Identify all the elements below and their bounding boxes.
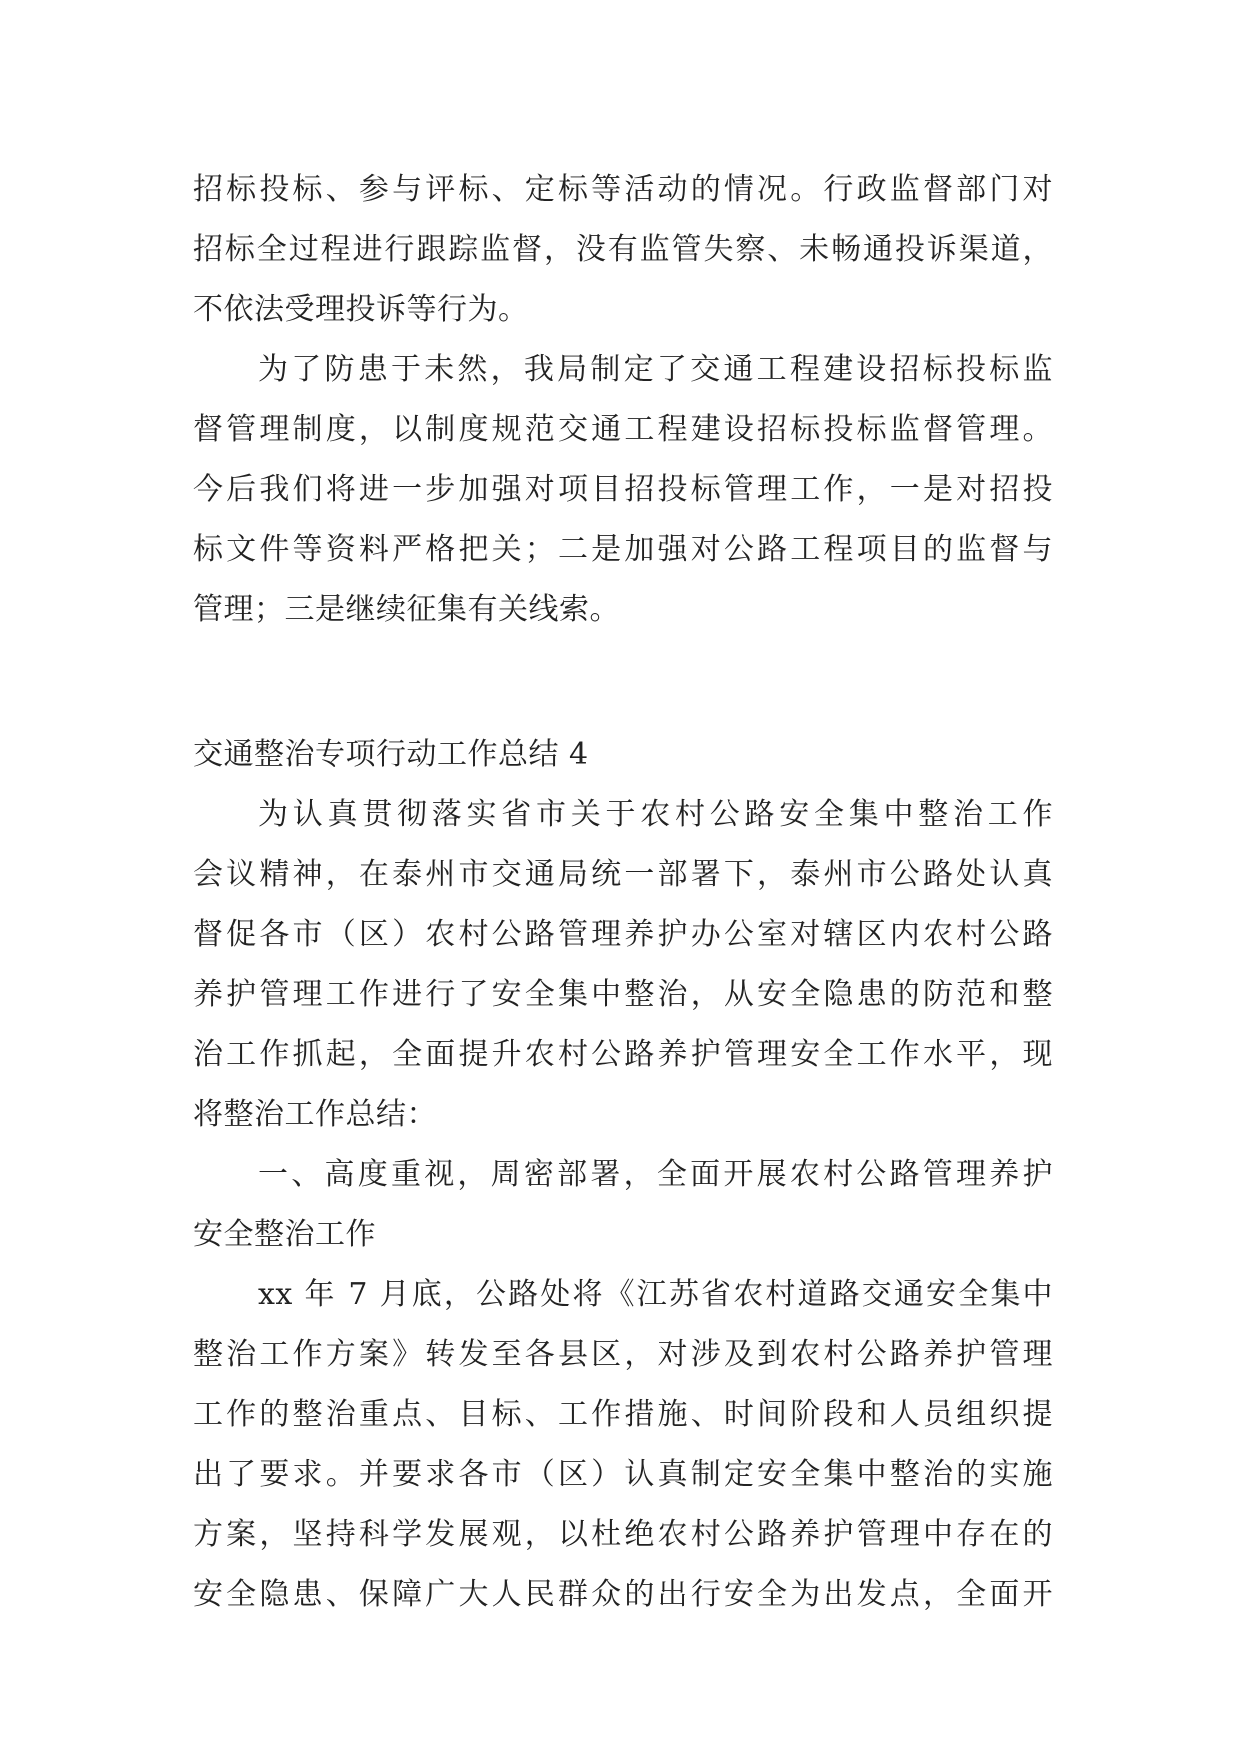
paragraph-detail: [193, 1265, 1053, 1625]
section-title: 交通整治专项行动工作总结 4: [193, 737, 589, 772]
text-line: 安全整治工作: [193, 1217, 376, 1252]
text-line: 安全隐患、保障广大人民群众的出行安全为出发点，全面开: [193, 1577, 1053, 1612]
text-line: 会议精神，在泰州市交通局统一部署下，泰州市公路处认真: [193, 857, 1053, 892]
document-body: [193, 160, 1053, 1625]
section-gap: [193, 640, 1053, 725]
text-line: 将整治工作总结：: [193, 1097, 437, 1132]
text-line: 出了要求。并要求各市（区）认真制定安全集中整治的实施: [193, 1457, 1053, 1492]
text-line: 整治工作方案》转发至各县区，对涉及到农村公路养护管理: [193, 1337, 1053, 1372]
text-line: xx 年 7 月底，公路处将《江苏省农村道路交通安全集中: [258, 1277, 1053, 1312]
text-line: 方案，坚持科学发展观，以杜绝农村公路养护管理中存在的: [193, 1517, 1053, 1552]
text-line: 为认真贯彻落实省市关于农村公路安全集中整治工作: [258, 797, 1053, 832]
paragraph-prev: [193, 160, 1053, 340]
text-line: 为了防患于未然，我局制定了交通工程建设招标投标监: [258, 352, 1053, 387]
text-line: 一、高度重视，周密部署，全面开展农村公路管理养护: [258, 1157, 1053, 1192]
text-line: 工作的整治重点、目标、工作措施、时间阶段和人员组织提: [193, 1397, 1053, 1432]
subheading: [193, 1145, 1053, 1265]
text-line: 招标投标、参与评标、定标等活动的情况。行政监督部门对: [193, 172, 1053, 207]
text-line: 管理；三是继续征集有关线索。: [193, 592, 620, 627]
text-line: 今后我们将进一步加强对项目招投标管理工作，一是对招投: [193, 472, 1053, 507]
text-line: 养护管理工作进行了安全集中整治，从安全隐患的防范和整: [193, 977, 1053, 1012]
paragraph-intro: [193, 785, 1053, 1145]
text-line: 不依法受理投诉等行为。: [193, 292, 529, 327]
text-line: 督促各市（区）农村公路管理养护办公室对辖区内农村公路: [193, 917, 1053, 952]
text-line: 督管理制度，以制度规范交通工程建设招标投标监督管理。: [193, 412, 1053, 447]
text-line: 招标全过程进行跟踪监督，没有监管失察、未畅通投诉渠道，: [193, 232, 1053, 267]
paragraph-measures: [193, 340, 1053, 640]
text-line: 治工作抓起，全面提升农村公路养护管理安全工作水平，现: [193, 1037, 1053, 1072]
text-line: 标文件等资料严格把关；二是加强对公路工程项目的监督与: [193, 532, 1053, 567]
